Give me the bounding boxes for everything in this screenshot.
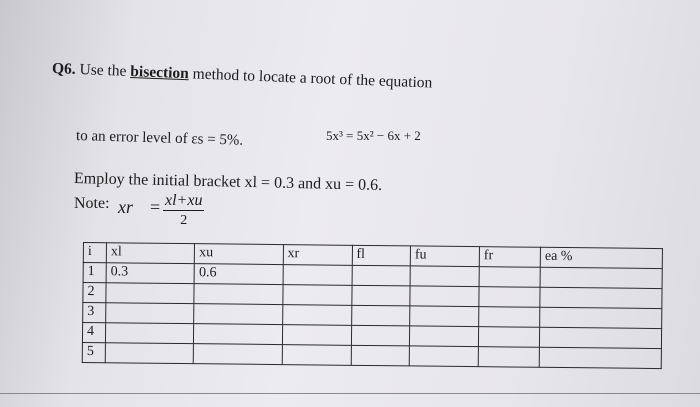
iteration-table	[82, 242, 663, 369]
cell-ea	[540, 307, 662, 328]
question-title	[52, 60, 433, 93]
cell-xr	[282, 285, 351, 306]
cell-xl	[105, 343, 194, 364]
cell-fl	[352, 265, 411, 286]
cell-xu	[194, 284, 283, 305]
cell-fl	[351, 325, 410, 346]
cell-fu	[410, 266, 479, 287]
cell-xl	[105, 323, 194, 344]
cell-fu	[410, 286, 479, 307]
question-text-after: method to locate a root of the equation	[192, 65, 433, 92]
cell-xl: 0.3	[106, 263, 195, 284]
header-fu: fu	[410, 246, 479, 267]
cell-xl	[106, 283, 195, 304]
cell-i: 5	[82, 342, 105, 362]
cell-xr	[283, 265, 352, 286]
cell-i: 3	[83, 303, 106, 323]
cell-ea	[540, 287, 662, 308]
cell-fr	[478, 347, 539, 368]
header-fr: fr	[479, 247, 540, 268]
cell-xu	[194, 324, 283, 345]
cell-ea	[540, 267, 662, 288]
cell-xu: 0.6	[194, 264, 283, 285]
cell-xr	[282, 325, 351, 346]
cell-fr	[479, 307, 540, 328]
header-i: i	[83, 243, 106, 263]
error-level-line: to an error level of εs = 5%.	[75, 128, 244, 149]
header-ea: ea %	[540, 247, 662, 268]
header-xu: xu	[195, 244, 284, 265]
cell-xl	[106, 303, 195, 324]
cell-xr	[282, 345, 351, 366]
cell-fl	[351, 305, 410, 326]
question-number: Q6.	[51, 60, 77, 78]
xr-symbol: xr	[118, 197, 133, 217]
cell-fu	[410, 306, 479, 327]
fraction-numerator: xl+xu	[165, 192, 203, 209]
cell-ea	[539, 327, 661, 348]
cell-fu	[409, 326, 478, 347]
bracket-line: Employ the initial bracket xl = 0.3 and xu = 0.6.	[73, 170, 383, 194]
cell-ea	[539, 347, 661, 368]
question-text-before: Use the	[79, 61, 127, 80]
fraction-denominator: 2	[180, 213, 188, 228]
cell-xu	[194, 344, 283, 365]
cell-fr	[479, 267, 540, 288]
equation: 5x³ = 5x² − 6x + 2	[326, 128, 421, 143]
header-xl: xl	[106, 243, 195, 264]
cell-i: 2	[83, 283, 106, 303]
midpoint-formula	[163, 192, 204, 229]
header-fl: fl	[352, 245, 411, 266]
cell-i: 4	[82, 323, 105, 343]
cell-i: 1	[83, 263, 106, 283]
method-name: bisection	[129, 63, 190, 83]
cell-xr	[282, 305, 351, 326]
cell-fl	[351, 285, 410, 306]
cell-fr	[478, 327, 539, 348]
header-xr: xr	[283, 245, 352, 266]
equals-sign: =	[150, 197, 161, 217]
page-bottom-edge	[0, 393, 700, 394]
note-label: Note:	[74, 195, 110, 212]
cell-fu	[409, 346, 478, 367]
cell-fl	[351, 345, 410, 366]
cell-xu	[194, 304, 283, 325]
cell-fr	[479, 287, 540, 308]
